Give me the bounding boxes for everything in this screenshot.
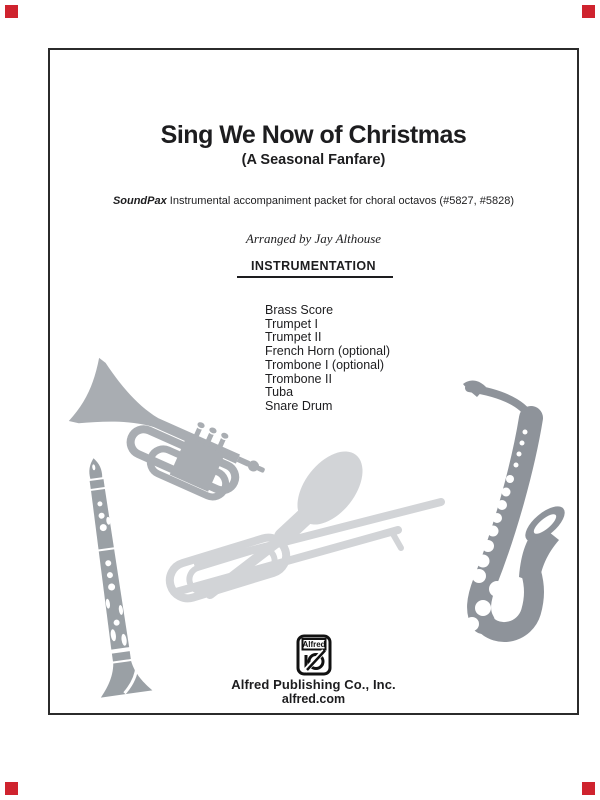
list-item: Brass Score	[265, 303, 334, 317]
publisher-name: Alfred Publishing Co., Inc.	[231, 677, 396, 692]
alfred-logo	[296, 634, 332, 676]
corner-marker-top-left	[5, 5, 18, 18]
list-item: Tuba	[265, 385, 294, 400]
soundpax-brand: SoundPax	[112, 195, 167, 207]
list-item: Trombone II	[265, 371, 332, 386]
instrumentation-heading: INSTRUMENTATION	[251, 259, 376, 273]
instrument-list	[265, 304, 390, 414]
product-description-text: Instrumental accompaniment packet for choral octavos (#5827, #5828)	[166, 195, 515, 207]
arranger-credit: Arranged by Jay Althouse	[245, 231, 382, 246]
instrumentation-underline	[237, 276, 393, 278]
corner-marker-bottom-left	[5, 782, 18, 795]
list-item: Trombone I (optional)	[265, 357, 385, 372]
alfred-logo-text: Alfred	[302, 640, 326, 650]
publisher-website: alfred.com	[281, 692, 346, 706]
list-item: French Horn (optional)	[265, 344, 391, 359]
corner-marker-bottom-right	[582, 782, 595, 795]
page-subtitle: (A Seasonal Fanfare)	[241, 152, 386, 168]
list-item: Trumpet I	[265, 316, 319, 331]
saxophone-icon	[425, 372, 575, 647]
trombone-icon	[148, 442, 458, 607]
list-item: Snare Drum	[265, 398, 333, 413]
product-description	[48, 195, 579, 207]
page-title: Sing We Now of Christmas	[160, 121, 467, 149]
corner-marker-top-right	[582, 5, 595, 18]
list-item: Trumpet II	[265, 330, 322, 345]
clarinet-icon	[78, 450, 158, 700]
